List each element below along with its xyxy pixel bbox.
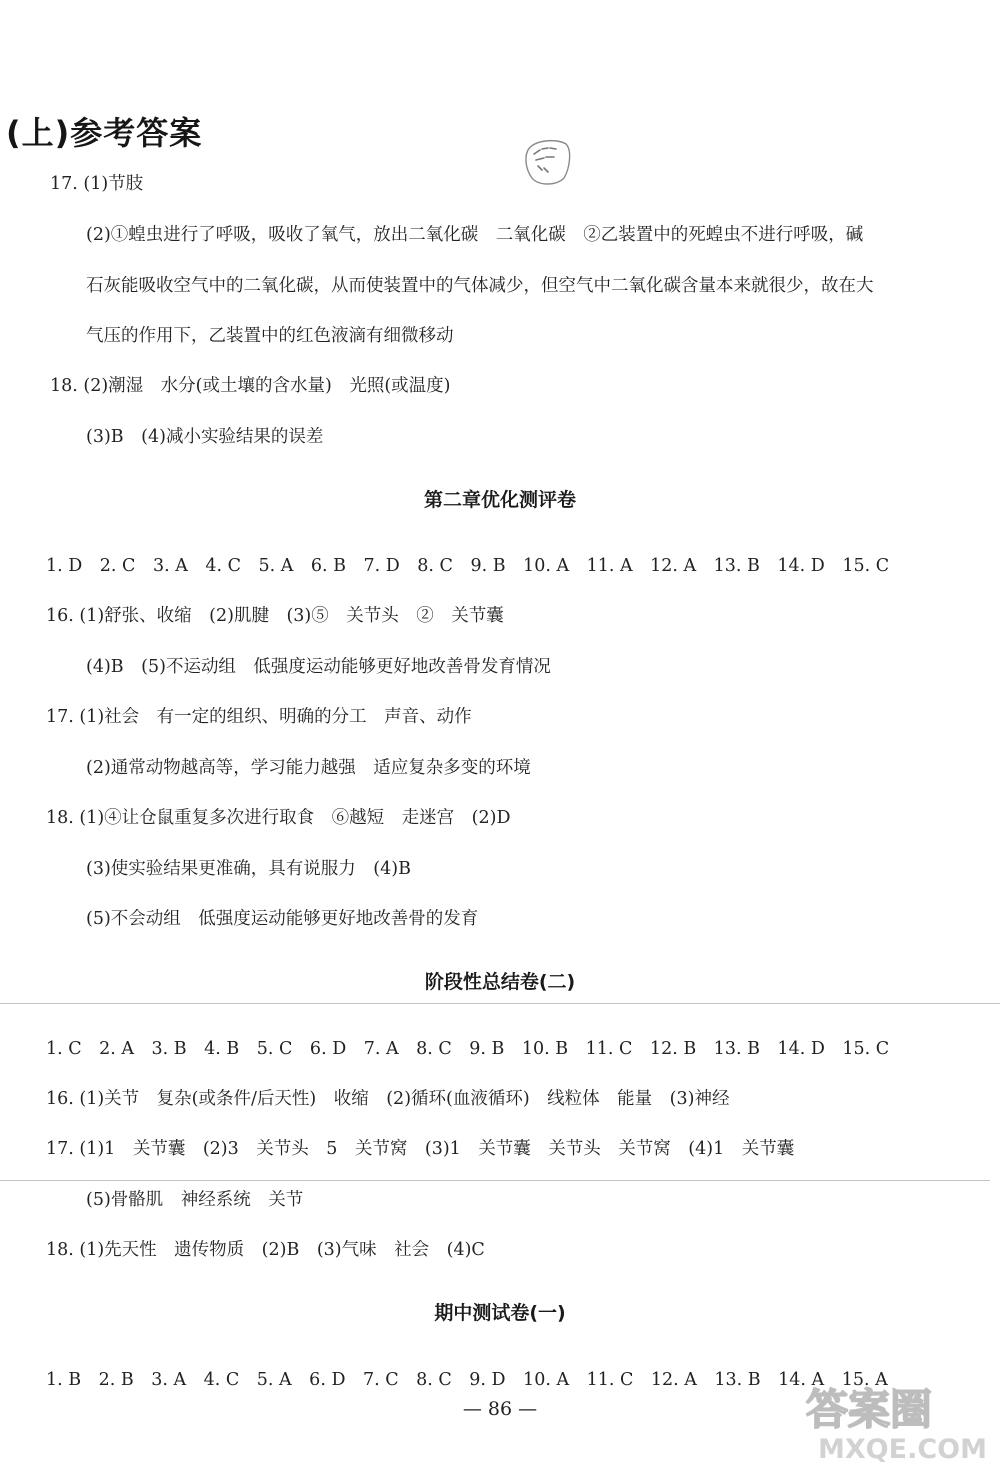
stamp-icon (522, 136, 574, 188)
answer-line: 17. (1)社会 有一定的组织、明确的分工 声音、动作 (46, 707, 472, 727)
answer-line: 气压的作用下，乙装置中的红色液滴有细微移动 (86, 326, 454, 346)
answer-line: (3)使实验结果更准确，具有说服力 (4)B (86, 859, 411, 879)
answer-line: 1. C 2. A 3. B 4. B 5. C 6. D 7. A 8. C 9. B 10. B 11. C 12. B 13. B 14. D 15. C (46, 1039, 890, 1059)
divider (0, 1180, 990, 1181)
section-heading: 第二章优化测评卷 (423, 489, 576, 511)
answer-line: (2)通常动物越高等，学习能力越强 适应复杂多变的环境 (86, 758, 531, 778)
answer-line: 16. (1)关节 复杂(或条件/后天性) 收缩 (2)循环(血液循环) 线粒体 能量 (3)神经 (46, 1089, 730, 1109)
answer-line: 16. (1)舒张、收缩 (2)肌腱 (3)⑤ 关节头 ② 关节囊 (46, 606, 504, 626)
answer-line: (2)①蝗虫进行了呼吸，吸收了氧气，放出二氧化碳 二氧化碳 ②乙装置中的死蝗虫不进行呼吸，碱 (86, 225, 864, 245)
answer-line: (5)不会动组 低强度运动能够更好地改善骨的发育 (86, 909, 479, 929)
answer-line: (3)B (4)减小实验结果的误差 (86, 427, 324, 447)
answer-line: (4)B (5)不运动组 低强度运动能够更好地改善骨发育情况 (86, 657, 551, 677)
answer-line: 18. (2)潮湿 水分(或土壤的含水量) 光照(或温度) (50, 376, 451, 396)
page-title: (上)参考答案 (6, 114, 203, 152)
divider (0, 1003, 1000, 1004)
watermark-logo (800, 1380, 995, 1462)
section-heading: 期中测试卷(一) (434, 1302, 566, 1324)
page-number: — 86 — (462, 1398, 538, 1420)
answer-line: 1. D 2. C 3. A 4. C 5. A 6. B 7. D 8. C 9. B 10. A 11. A 12. A 13. B 14. D 15. C (46, 556, 890, 576)
answer-line: 17. (1)节肢 (50, 174, 144, 194)
watermark-text: 答案圈 (806, 1385, 933, 1434)
section-heading: 阶段性总结卷(二) (424, 971, 576, 993)
watermark-url: MXQE.COM (818, 1434, 987, 1462)
answer-line: (5)骨骼肌 神经系统 关节 (86, 1190, 304, 1210)
answer-line: 18. (1)先天性 遗传物质 (2)B (3)气味 社会 (4)C (46, 1240, 485, 1260)
answer-line: 17. (1)1 关节囊 (2)3 关节头 5 关节窝 (3)1 关节囊 关节头 关节窝 (4)1 关节囊 (46, 1139, 795, 1159)
answer-line: 石灰能吸收空气中的二氧化碳，从而使装置中的气体减少，但空气中二氧化碳含量本来就很少，故在大 (86, 276, 874, 296)
answer-line: 18. (1)④让仓鼠重复多次进行取食 ⑥越短 走迷宫 (2)D (46, 808, 511, 828)
answer-line: 1. B 2. B 3. A 4. C 5. A 6. D 7. C 8. C 9. D 10. A 11. C 12. A 13. B 14. A 15. A (46, 1370, 888, 1390)
